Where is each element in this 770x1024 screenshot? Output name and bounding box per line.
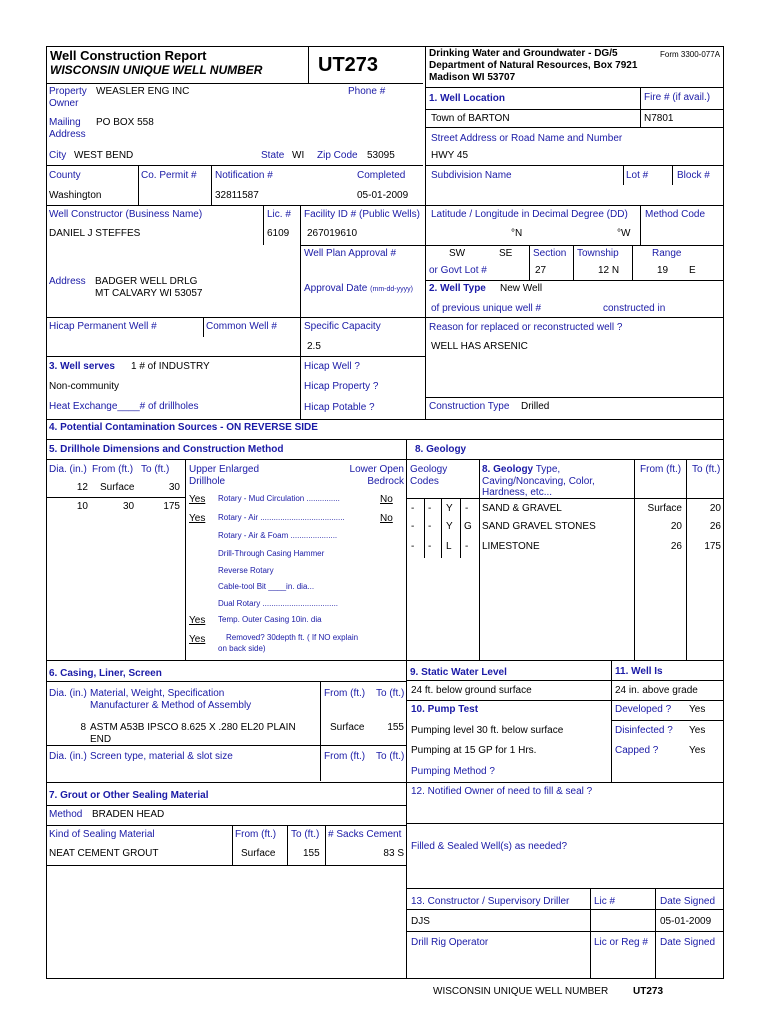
drill-from-label: From (ft.) [92, 464, 134, 475]
rule [672, 165, 673, 185]
method-1-label: Rotary - Mud Circulation ............... [218, 494, 340, 503]
rule [406, 680, 723, 681]
geo-row-1-from: Surface [647, 503, 682, 514]
subdivision-label: Subdivision Name [431, 170, 512, 181]
geo-row-1-c3: Y [446, 503, 453, 514]
geo-row-3-c2: - [428, 541, 432, 552]
specific-capacity-value: 2.5 [307, 341, 321, 352]
county-label: County [49, 170, 81, 181]
method-4-label: Drill-Through Casing Hammer [218, 549, 325, 558]
rule [529, 245, 530, 280]
geology-heading: 8. Geology [415, 444, 467, 455]
signature-lic-label: Lic # [594, 896, 616, 907]
geology-type-label [482, 464, 608, 499]
casing-dia-value: 8 [80, 722, 86, 733]
report-subtitle: WISCONSIN UNIQUE WELL NUMBER [50, 63, 263, 77]
agency-line-2: Department of Natural Resources, Box 7921 [429, 60, 638, 71]
geo-row-2-from: 20 [670, 521, 682, 532]
well-plan-approval-label: Well Plan Approval # [304, 248, 397, 259]
pumping-level: Pumping level 30 ft. below surface [411, 725, 564, 736]
geology-type-label-text: Type, Caving/Noncaving, Color, Hardness, etc... [482, 464, 595, 498]
static-water-value: 24 ft. below ground surface [411, 685, 532, 696]
geo-row-3-from: 26 [670, 541, 682, 552]
upper-enlarged-label: Upper Enlarged Drillhole [189, 464, 260, 487]
rule [623, 165, 624, 185]
facility-id-value: 267019610 [307, 228, 358, 239]
geology-to-label: To (ft.) [692, 464, 721, 475]
rule [300, 245, 723, 246]
reason-value: WELL HAS ARSENIC [431, 341, 528, 352]
noncommunity-value: Non-community [49, 381, 120, 392]
date-signed-label: Date Signed [660, 896, 716, 907]
screen-from-label: From (ft.) [324, 751, 366, 762]
rule [46, 681, 406, 682]
frame-bottom [46, 978, 724, 979]
previous-well-label: of previous unique well # [431, 303, 542, 314]
township-value: 12 N [598, 265, 620, 276]
heat-exchange-label: Heat Exchange____# of drillholes [49, 401, 199, 412]
screen-to-label: To (ft.) [376, 751, 405, 762]
geo-row-1-c2: - [428, 503, 432, 514]
drill-row-2-dia: 10 [76, 501, 88, 512]
pumping-at: Pumping at 15 GP for 1 Hrs. [411, 745, 537, 756]
mailing-value: PO BOX 558 [96, 117, 154, 128]
construction-type-value: Drilled [521, 401, 550, 412]
supervisory-driller-label: 13. Constructor / Supervisory Driller [411, 896, 570, 907]
rule [573, 245, 574, 280]
rule [640, 87, 641, 127]
rule [46, 419, 723, 420]
method-1-lower: No [380, 494, 393, 505]
rule [425, 109, 723, 110]
construction-type-label: Construction Type [429, 401, 510, 412]
rule [46, 497, 185, 498]
hicap-permanent-label: Hicap Permanent Well # [49, 321, 157, 332]
capped-value: Yes [689, 745, 706, 756]
approval-date-format: (mm-dd-yyyy) [370, 286, 413, 293]
co-permit-label: Co. Permit # [141, 170, 197, 181]
grout-method-label: Method [49, 809, 83, 820]
geo-row-1-desc: SAND & GRAVEL [482, 503, 562, 514]
rule [406, 931, 723, 932]
method-2-lower: No [380, 513, 393, 524]
city-value: WEST BEND [74, 150, 134, 161]
rule [308, 46, 309, 83]
code-divider [460, 498, 461, 558]
constructor-business-value: DANIEL J STEFFES [49, 228, 141, 239]
west-unit: °W [617, 228, 631, 239]
rule [425, 46, 426, 419]
driller-value: DJS [411, 916, 430, 927]
rule [425, 165, 723, 166]
rig-operator-label: Drill Rig Operator [411, 937, 489, 948]
rule [634, 459, 635, 660]
rule [46, 782, 723, 783]
notified-owner-label: 12. Notified Owner of need to fill & seal ? [411, 786, 593, 797]
rule [632, 245, 633, 280]
rule [263, 205, 264, 245]
capped-label: Capped ? [615, 745, 659, 756]
rule [46, 459, 723, 460]
removed-upper: Yes [189, 634, 206, 645]
rule [406, 888, 723, 889]
rule [406, 823, 723, 824]
fire-value: N7801 [644, 113, 674, 124]
screen-dia-label: Dia. (in.) [49, 751, 87, 762]
developed-value: Yes [689, 704, 706, 715]
filled-sealed-label: Filled & Sealed Well(s) as needed? [411, 841, 568, 852]
grout-from-label: From (ft.) [235, 829, 277, 840]
sealing-kind-label: Kind of Sealing Material [49, 829, 155, 840]
rule [406, 700, 723, 701]
static-water-heading: 9. Static Water Level [410, 667, 507, 678]
range-label: Range [652, 248, 682, 259]
sacks-cement-value: 83 S [383, 848, 404, 859]
casing-from-value: Surface [330, 722, 365, 733]
lower-open-label: Lower Open Bedrock [349, 464, 404, 487]
rule [325, 825, 326, 865]
method-5-label: Reverse Rotary [218, 566, 274, 575]
lic-reg-label: Lic or Reg # [594, 937, 648, 948]
drill-dia-label: Dia. (in.) [49, 464, 87, 475]
casing-material-label: Material, Weight, Specification Manufacturer & Method of Assembly [90, 688, 252, 711]
grout-method-value: BRADEN HEAD [92, 809, 165, 820]
rule [611, 660, 612, 782]
sealing-kind-value: NEAT CEMENT GROUT [49, 848, 159, 859]
city-label: City [49, 150, 67, 161]
constructor-lic-value: 6109 [267, 228, 290, 239]
lot-label: Lot # [626, 170, 649, 181]
grout-heading: 7. Grout or Other Sealing Material [49, 790, 209, 801]
rule [425, 280, 723, 281]
well-serves-heading: 3. Well serves [49, 361, 115, 372]
screen-type-label: Screen type, material & slot size [90, 751, 233, 762]
rule [46, 439, 723, 440]
approval-date-label [304, 283, 413, 295]
rule [287, 825, 288, 865]
county-value: Washington [49, 190, 102, 201]
geo-row-2-desc: SAND GRAVEL STONES [482, 521, 596, 532]
rule [425, 87, 723, 88]
method-6-label: Cable-tool Bit ____in. dia... [218, 582, 315, 591]
pump-test-heading: 10. Pump Test [411, 704, 479, 715]
property-owner-label: Property Owner [49, 86, 87, 109]
drill-row-2-from: 30 [123, 501, 135, 512]
sacks-cement-label: # Sacks Cement [328, 829, 402, 840]
rule [320, 681, 321, 781]
rule [211, 165, 212, 205]
removed-label-line-1: Removed? 30depth ft. ( If NO explain [226, 633, 359, 642]
section-value: 27 [535, 265, 547, 276]
quarter-1: SW [449, 248, 466, 259]
outer-casing-label: Temp. Outer Casing 10in. dia [218, 615, 322, 624]
drill-row-2-to: 175 [163, 501, 180, 512]
footer-well-number: UT273 [633, 986, 664, 997]
well-serves-value: 1 # of INDUSTRY [131, 361, 210, 372]
north-unit: °N [511, 228, 523, 239]
code-divider [424, 498, 425, 558]
geo-row-1-c1: - [411, 503, 415, 514]
specific-capacity-label: Specific Capacity [304, 321, 381, 332]
rule [138, 165, 139, 205]
range-direction: E [689, 265, 696, 276]
grout-from-value: Surface [241, 848, 276, 859]
method-2-upper: Yes [189, 513, 206, 524]
disinfected-value: Yes [689, 725, 706, 736]
hicap-property-label: Hicap Property ? [304, 381, 379, 392]
constructed-in-label: constructed in [603, 303, 666, 314]
rule [232, 825, 233, 865]
rule [425, 127, 723, 128]
geology-from-label: From (ft.) [640, 464, 682, 475]
township-label: Township [577, 248, 619, 259]
rule [46, 805, 406, 806]
agency-line-3: Madison WI 53707 [429, 72, 516, 83]
developed-label: Developed ? [615, 704, 672, 715]
zip-value: 53095 [367, 150, 395, 161]
property-owner-value: WEASLER ENG INC [96, 86, 190, 97]
method-7-label: Dual Rotary .................................. [218, 599, 339, 608]
rule [46, 356, 425, 357]
geo-row-3-c3: L [446, 541, 452, 552]
fire-label: Fire # (if avail.) [644, 92, 711, 103]
latlong-label: Latitude / Longitude in Decimal Degree (DD) [431, 209, 628, 220]
rule [46, 745, 406, 746]
phone-label: Phone # [348, 86, 386, 97]
state-label: State [261, 150, 285, 161]
well-number-header: UT273 [318, 54, 379, 76]
hicap-potable-label: Hicap Potable ? [304, 402, 375, 413]
drill-row-1-to: 30 [168, 482, 180, 493]
zip-label: Zip Code [317, 150, 358, 161]
well-is-heading: 11. Well Is [615, 666, 663, 677]
geo-row-1-c4: - [465, 503, 469, 514]
constructor-address-line-2: MT CALVARY WI 53057 [95, 288, 203, 299]
geology-type-label-bold: 8. Geology [482, 464, 534, 475]
method-2-label: Rotary - Air ...................................... [218, 513, 345, 522]
casing-from-label: From (ft.) [324, 688, 366, 699]
mailing-label: Mailing Address [49, 117, 86, 140]
geo-row-3-desc: LIMESTONE [482, 541, 540, 552]
completed-value: 05-01-2009 [357, 190, 409, 201]
geo-row-1-to: 20 [709, 503, 721, 514]
contamination-heading: 4. Potential Contamination Sources - ON REVERSE SIDE [49, 422, 318, 433]
geology-codes-label: Geology Codes [410, 464, 448, 487]
rule [300, 356, 301, 419]
completed-label: Completed [357, 170, 406, 181]
rule [46, 83, 423, 84]
well-type-value: New Well [500, 283, 543, 294]
footer-label: WISCONSIN UNIQUE WELL NUMBER [433, 986, 609, 997]
state-value: WI [292, 150, 305, 161]
section-label: Section [533, 248, 567, 259]
common-well-label: Common Well # [206, 321, 277, 332]
constructor-address-line-1: BADGER WELL DRLG [95, 276, 198, 287]
street-label: Street Address or Road Name and Number [431, 133, 623, 144]
rule [46, 317, 723, 318]
casing-dia-label: Dia. (in.) [49, 688, 87, 699]
geo-row-2-c1: - [411, 521, 415, 532]
constructor-business-label: Well Constructor (Business Name) [49, 209, 203, 220]
report-title: Well Construction Report [50, 48, 207, 63]
well-is-value: 24 in. above grade [615, 685, 698, 696]
casing-to-label: To (ft.) [376, 688, 405, 699]
frame-left [46, 46, 47, 978]
form-number: Form 3300-077A [660, 50, 721, 59]
geo-row-3-c4: - [465, 541, 469, 552]
rule [46, 825, 406, 826]
geo-row-3-to: 175 [704, 541, 721, 552]
drill-row-1-from: Surface [100, 482, 135, 493]
outer-casing-upper: Yes [189, 615, 206, 626]
rule [686, 459, 687, 660]
notification-value: 32811587 [215, 190, 259, 201]
govt-lot-label: or Govt Lot # [429, 265, 487, 276]
drill-to-label: To (ft.) [141, 464, 170, 475]
drillhole-heading: 5. Drillhole Dimensions and Construction Method [49, 444, 284, 455]
grout-to-value: 155 [303, 848, 320, 859]
rule [640, 205, 641, 245]
casing-heading: 6. Casing, Liner, Screen [49, 668, 162, 679]
rule [46, 205, 723, 206]
method-code-label: Method Code [645, 209, 706, 220]
geo-row-3-c1: - [411, 541, 415, 552]
geo-row-2-c2: - [428, 521, 432, 532]
rule [46, 660, 723, 661]
rule [655, 888, 656, 978]
geo-row-2-to: 26 [709, 521, 721, 532]
rule [46, 165, 423, 166]
notification-label: Notification # [215, 170, 273, 181]
pumping-method-label: Pumping Method ? [411, 766, 495, 777]
well-location-heading: 1. Well Location [429, 93, 505, 104]
date-signed-value: 05-01-2009 [660, 916, 712, 927]
rule [479, 459, 480, 660]
rule [590, 888, 591, 978]
agency-line-1: Drinking Water and Groundwater - DG/5 [429, 48, 618, 59]
grout-to-label: To (ft.) [291, 829, 320, 840]
method-3-label: Rotary - Air & Foam ..................... [218, 531, 338, 540]
disinfected-label: Disinfected ? [615, 725, 673, 736]
block-label: Block # [677, 170, 710, 181]
well-type-heading: 2. Well Type [429, 283, 486, 294]
rule [185, 459, 186, 660]
town-value: Town of BARTON [431, 113, 510, 124]
rule [203, 317, 204, 337]
date-signed-2-label: Date Signed [660, 937, 716, 948]
casing-to-value: 155 [387, 722, 404, 733]
rule [406, 909, 723, 910]
frame-right [723, 46, 724, 978]
geo-row-2-c3: Y [446, 521, 453, 532]
rule [611, 720, 723, 721]
code-divider [441, 498, 442, 558]
facility-id-label: Facility ID # (Public Wells) [304, 209, 420, 220]
method-1-upper: Yes [189, 494, 206, 505]
drill-row-1-dia: 12 [76, 482, 88, 493]
rule [46, 865, 406, 866]
range-value: 19 [657, 265, 669, 276]
removed-label-line-2: on back side) [218, 644, 266, 653]
quarter-2: SE [499, 248, 513, 259]
rule [425, 397, 723, 398]
constructor-lic-label: Lic. # [267, 209, 291, 220]
rule [300, 205, 301, 356]
frame-top [46, 46, 724, 47]
hicap-well-label: Hicap Well ? [304, 361, 360, 372]
constructor-address-label: Address [49, 276, 86, 287]
approval-date-text: Approval Date [304, 283, 368, 294]
reason-label: Reason for replaced or reconstructed well ? [429, 322, 623, 333]
rule [406, 439, 407, 660]
street-value: HWY 45 [431, 150, 469, 161]
casing-material-value: ASTM A53B IPSCO 8.625 X .280 EL20 PLAIN END [90, 722, 296, 745]
geo-row-2-c4: G [464, 521, 472, 532]
